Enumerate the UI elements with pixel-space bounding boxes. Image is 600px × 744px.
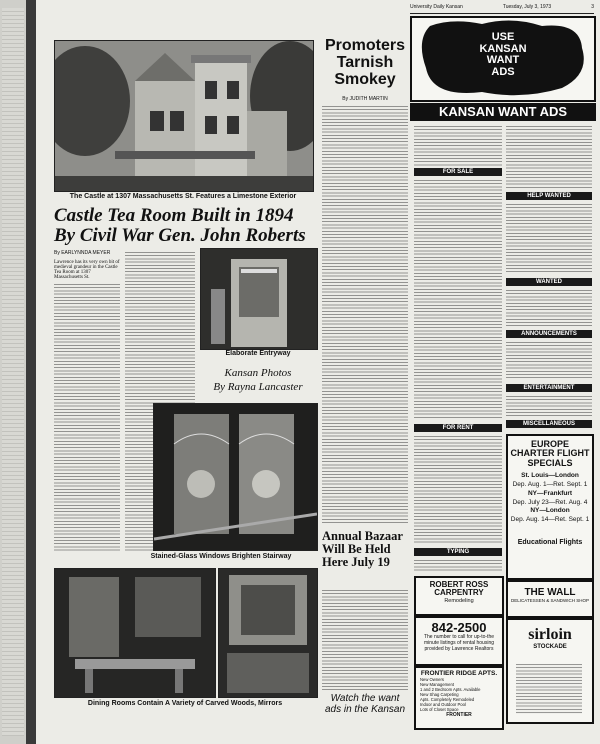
castle-headline: Castle Tea Room Built in 1894 By Civil War Gen. John Roberts (54, 205, 306, 246)
classified-col-left (414, 180, 502, 420)
bazaar-body (322, 590, 408, 690)
europe-title: EUROPE CHARTER FLIGHT SPECIALS (510, 439, 590, 468)
photo-credit-name: By Rayna Lancaster (213, 381, 303, 393)
sirloin-title: sirloin (528, 626, 572, 643)
banner-line-4: ADS (491, 65, 515, 78)
europe-footer: Educational Flights (517, 538, 583, 546)
dining-photo-left (54, 568, 216, 698)
classified-col-right-2 (506, 290, 592, 326)
europe-line-4: Dep. July 23—Ret. Aug. 4 (512, 498, 588, 506)
adjacent-page-strip (0, 0, 26, 744)
castle-illustration (55, 41, 313, 191)
castle-photo (54, 40, 314, 192)
europe-line-1: St. Louis—London (521, 472, 579, 480)
classified-col-left-2 (414, 436, 502, 544)
smokey-headline: Promoters Tarnish Smokey (324, 37, 406, 88)
europe-charter-ad (506, 434, 594, 580)
castle-byline: By EARLYNNDA MEYER (54, 250, 111, 256)
use-want-ads-banner (410, 16, 596, 102)
stained-glass-caption: Stained-Glass Windows Brighten Stairway (150, 553, 292, 560)
frontier-item-5: Apts. Completely Remodeled (420, 697, 475, 703)
section-for-rent: FOR RENT (414, 424, 502, 432)
section-entertainment: ENTERTAINMENT (506, 384, 592, 392)
newspaper-page (36, 0, 600, 744)
wall-title: THE WALL (524, 587, 576, 598)
rental-phone-ad (414, 616, 504, 666)
section-for-sale: FOR SALE (414, 168, 502, 176)
castle-lead: Lawrence has its very own bit of medieval grandeur in the Castle Tea Room at 1307 Massachusetts St. (54, 260, 120, 280)
smokey-body (322, 106, 408, 524)
banner-line-3: WANT (486, 54, 520, 67)
section-typing: TYPING (414, 548, 502, 556)
classified-col-right-1 (506, 204, 592, 274)
section-help-wanted: HELP WANTED (506, 192, 592, 200)
carpentry-ad (414, 576, 504, 616)
section-announcements: ANNOUNCEMENTS (506, 330, 592, 338)
frontier-item-3: 1 and 2 Bedroom Apts. Available (420, 687, 481, 693)
carpentry-title: ROBERT ROSS CARPENTRY (429, 580, 489, 598)
frontier-item-2: New Management (420, 682, 454, 688)
classified-col-left-3 (414, 560, 502, 572)
smokey-byline: By JUDITH MARTIN (342, 96, 388, 102)
paper-name: University Daily Kansan (410, 4, 463, 10)
issue-date: Tuesday, July 3, 1973 (502, 4, 552, 10)
page-number: 3 (591, 4, 594, 10)
classified-col-right-3 (506, 342, 592, 380)
dining-caption: Dining Rooms Contain A Variety of Carved Woods, Mirrors (87, 700, 283, 707)
europe-line-6: Dep. Aug. 14—Ret. Sept. 1 (510, 516, 590, 524)
sirloin-body (516, 664, 582, 714)
europe-line-2: Dep. Aug. 1—Ret. Sept. 1 (512, 481, 588, 489)
dining-photo-right (218, 568, 318, 698)
classified-col-left-rates (414, 126, 502, 166)
sirloin-sub: STOCKADE (533, 644, 567, 650)
wall-sub: DELICATESSEN & SANDWICH SHOP (511, 598, 589, 603)
page-header (410, 4, 594, 14)
entryway-photo (200, 248, 318, 350)
phone-text: The number to call for up-to-the minute listings of rental housing provided by Lawrence Realtors (423, 634, 495, 652)
photo-credit-title: Kansan Photos (224, 367, 292, 379)
bazaar-headline: Annual Bazaar Will Be Held Here July 19 (322, 529, 403, 570)
frontier-footer: FRONTIER (446, 712, 472, 719)
classified-col-right-4 (506, 396, 592, 416)
frontier-ridge-ad (414, 666, 504, 730)
frontier-item-4: New Shag Carpeting (420, 692, 459, 698)
watch-want-ads: Watch the want ads in the Kansan (324, 693, 406, 715)
section-miscellaneous: MISCELLANEOUS (506, 420, 592, 428)
carpentry-sub: Remodeling (444, 597, 474, 604)
frontier-item-6: Indoor and Outdoor Pool (420, 702, 466, 708)
frontier-item-1: New Owners (420, 677, 444, 682)
want-ads-title: KANSAN WANT ADS (410, 103, 596, 121)
europe-line-5: NY—London (530, 507, 570, 515)
castle-body-col1 (54, 284, 120, 552)
the-wall-ad (506, 580, 594, 618)
entryway-caption: Elaborate Entryway (225, 350, 291, 357)
sirloin-stockade-ad (506, 618, 594, 724)
castle-photo-caption: The Castle at 1307 Massachusetts St. Features a Limestone Exterior (69, 193, 297, 200)
europe-line-3: NY—Frankfurt (527, 489, 573, 497)
phone-number: 842-2500 (431, 620, 487, 635)
frontier-item-7: Lots of Closet Space (420, 707, 459, 713)
banner-line-2: KANSAN (479, 42, 527, 55)
stained-glass-photo (153, 403, 318, 551)
classified-col-right-top (506, 126, 592, 188)
frontier-title: FRONTIER RIDGE APTS. (420, 670, 498, 677)
banner-line-1: USE (491, 31, 515, 43)
section-wanted: WANTED (506, 278, 592, 286)
